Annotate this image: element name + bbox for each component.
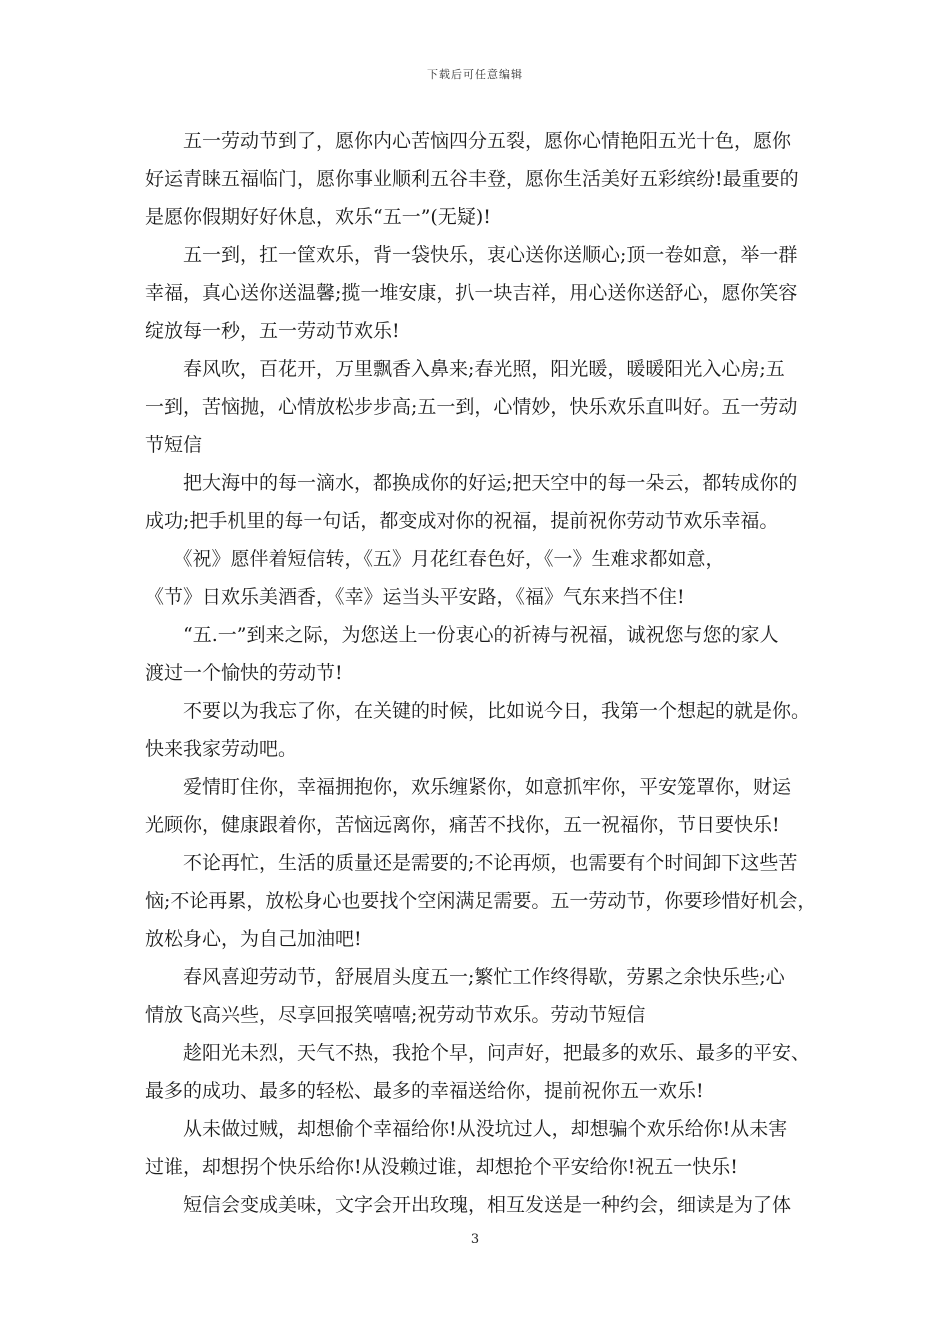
paragraph-4 bbox=[145, 464, 813, 540]
text-line: 节短信 bbox=[145, 434, 203, 456]
text-line: 《节》日欢乐美酒香，《幸》运当头平安路，《福》气东来挡不住! bbox=[145, 586, 685, 608]
page-number: 3 bbox=[470, 1232, 480, 1247]
text-line: 趁阳光未烈，天气不热，我抢个早，问声好，把最多的欢乐、最多的平安、 bbox=[145, 1042, 811, 1064]
paragraph-12 bbox=[145, 1110, 813, 1186]
paragraph-10 bbox=[145, 958, 813, 1034]
text-line: 恼;不论再累，放松身心也要找个空闲满足需要。五一劳动节，你要珍惜好机会， bbox=[145, 890, 817, 912]
text-line: 爱情盯住你，幸福拥抱你，欢乐缠紧你，如意抓牢你，平安笼罩你，财运 bbox=[145, 776, 792, 798]
paragraph-7 bbox=[145, 692, 813, 768]
paragraph-6 bbox=[145, 616, 813, 692]
text-line: 放松身心，为自己加油吧! bbox=[145, 928, 362, 950]
text-line: 快来我家劳动吧。 bbox=[145, 738, 298, 760]
text-line: 春风喜迎劳动节，舒展眉头度五一;繁忙工作终得歇，劳累之余快乐些;心 bbox=[145, 966, 785, 988]
text-line: 《祝》愿伴着短信转，《五》月花红春色好，《一》生难求都如意， bbox=[145, 548, 725, 570]
text-line: 一到，苦恼抛，心情放松步步高;五一到，心情妙，快乐欢乐直叫好。五一劳动 bbox=[145, 396, 798, 418]
text-line: 成功;把手机里的每一句话，都变成对你的祝福，提前祝你劳动节欢乐幸福。 bbox=[145, 510, 779, 532]
text-line: 好运青睐五福临门，愿你事业顺利五谷丰登，愿你生活美好五彩缤纷!最重要的 bbox=[145, 168, 799, 190]
text-line: 短信会变成美味，文字会开出玫瑰，相互发送是一种约会，细读是为了体 bbox=[145, 1194, 792, 1216]
paragraph-13 bbox=[145, 1186, 813, 1224]
text-line: 不论再忙，生活的质量还是需要的;不论再烦，也需要有个时间卸下这些苦 bbox=[145, 852, 798, 874]
text-line: 不要以为我忘了你，在关键的时候，比如说今日，我第一个想起的就是你。 bbox=[145, 700, 811, 722]
text-line: 把大海中的每一滴水，都换成你的好运;把天空中的每一朵云，都转成你的 bbox=[145, 472, 798, 494]
paragraph-8 bbox=[145, 768, 813, 844]
text-line: 最多的成功、最多的轻松、最多的幸福送给你，提前祝你五一欢乐! bbox=[145, 1080, 704, 1102]
paragraph-3 bbox=[145, 350, 813, 464]
paragraph-5 bbox=[145, 540, 813, 616]
document-body bbox=[145, 122, 817, 1224]
paragraph-2 bbox=[145, 236, 813, 350]
text-line: 光顾你，健康跟着你，苦恼远离你，痛苦不找你，五一祝福你，节日要快乐! bbox=[145, 814, 780, 836]
text-line: 五一劳动节到了，愿你内心苦恼四分五裂，愿你心情艳阳五光十色，愿你 bbox=[145, 130, 792, 152]
text-line: 情放飞高兴些，尽享回报笑嘻嘻;祝劳动节欢乐。劳动节短信 bbox=[145, 1004, 646, 1026]
text-line: 五一到，扛一筐欢乐，背一袋快乐，衷心送你送顺心;顶一卷如意，举一群 bbox=[145, 244, 798, 266]
paragraph-1 bbox=[145, 122, 813, 236]
text-line: 绽放每一秒，五一劳动节欢乐! bbox=[145, 320, 400, 342]
text-line: 过谁，却想拐个快乐给你!从没赖过谁，却想抢个平安给你!祝五一快乐! bbox=[145, 1156, 738, 1178]
text-line: 渡过一个愉快的劳动节! bbox=[145, 662, 343, 684]
paragraph-11 bbox=[145, 1034, 813, 1110]
text-line: 春风吹，百花开，万里飘香入鼻来;春光照，阳光暖，暖暖阳光入心房;五 bbox=[145, 358, 785, 380]
paragraph-9 bbox=[145, 844, 817, 958]
text-line: 是愿你假期好好休息，欢乐“五一”(无疑)! bbox=[145, 206, 491, 228]
text-line: “五.一”到来之际，为您送上一份衷心的祈祷与祝福，诚祝您与您的家人 bbox=[145, 624, 779, 646]
text-line: 从未做过贼，却想偷个幸福给你!从没坑过人，却想骗个欢乐给你!从未害 bbox=[145, 1118, 788, 1140]
page-header: 下载后可任意编辑 bbox=[427, 68, 523, 81]
text-line: 幸福，真心送你送温馨;揽一堆安康，扒一块吉祥，用心送你送舒心，愿你笑容 bbox=[145, 282, 798, 304]
